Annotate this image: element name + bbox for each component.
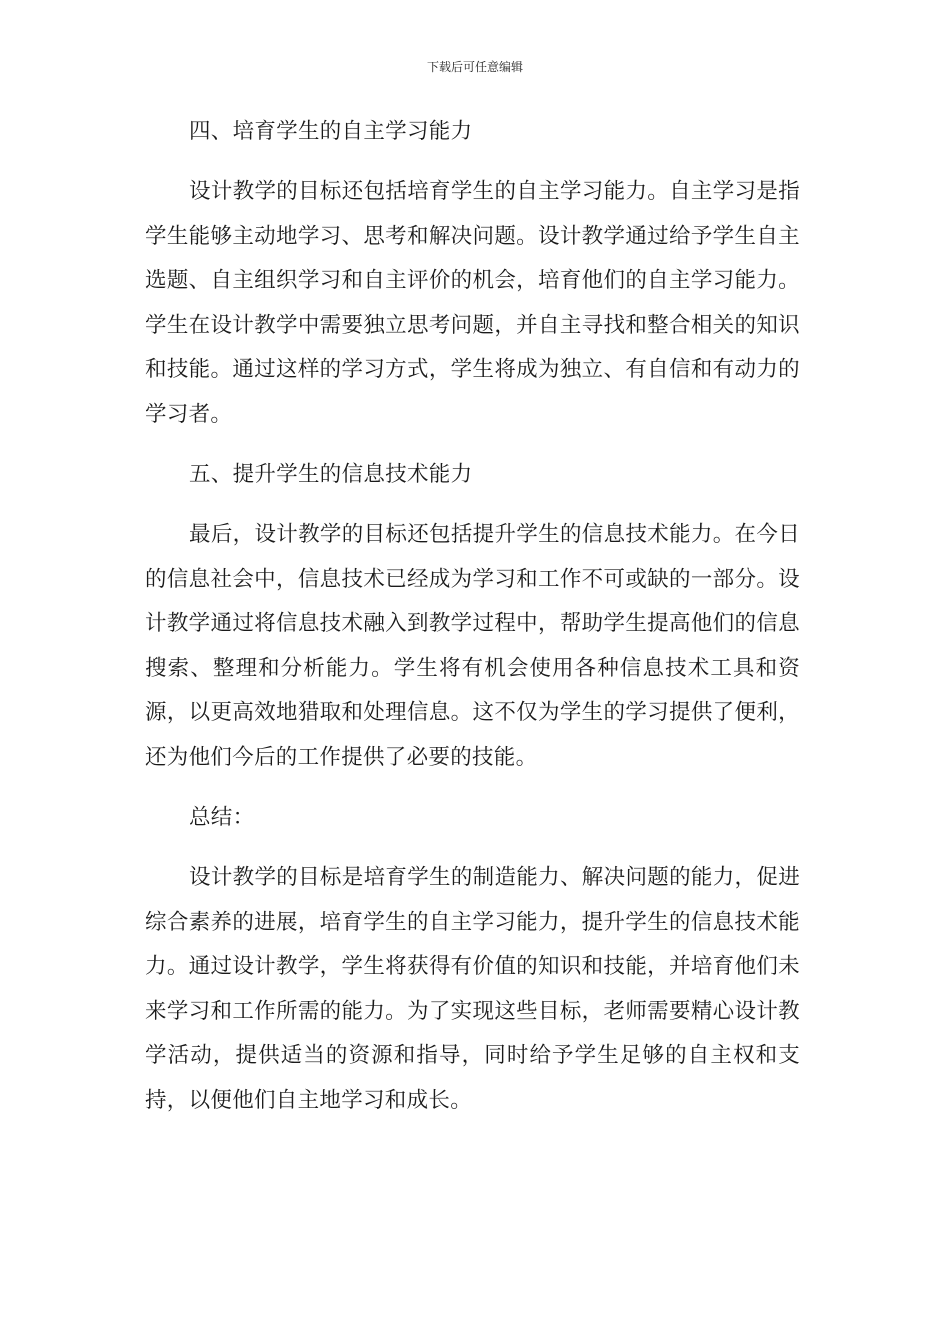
summary-heading: 总结： xyxy=(189,805,255,830)
document-body xyxy=(145,110,800,1139)
section-body-5: 最后，设计教学的目标还包括提升学生的信息技术能力。在今日的信息社会中，信息技术已经成为学习和工作不可或缺的一部分。设计教学通过将信息技术融入到教学过程中，帮助学生提高他们的信息搜索、整理和分析能力。学生将有机会使用各种信息技术工具和资源，以更高效地猎取和处理信息。这不仅为学生的学习提供了便利，还为他们今后的工作提供了必要的技能。 xyxy=(145,522,800,770)
section-heading-4: 四、培育学生的自主学习能力 xyxy=(189,119,473,144)
section-heading-5: 五、提升学生的信息技术能力 xyxy=(189,462,473,487)
section-body-4: 设计教学的目标还包括培育学生的自主学习能力。自主学习是指学生能够主动地学习、思考和解决问题。设计教学通过给予学生自主选题、自主组织学习和自主评价的机会，培育他们的自主学习能力。学生在设计教学中需要独立思考问题，并自主寻找和整合相关的知识和技能。通过这样的学习方式，学生将成为独立、有自信和有动力的学习者。 xyxy=(145,179,800,427)
summary-body: 设计教学的目标是培育学生的制造能力、解决问题的能力，促进综合素养的进展，培育学生的自主学习能力，提升学生的信息技术能力。通过设计教学，学生将获得有价值的知识和技能，并培育他们未来学习和工作所需的能力。为了实现这些目标，老师需要精心设计教学活动，提供适当的资源和指导，同时给予学生足够的自主权和支持，以便他们自主地学习和成长。 xyxy=(145,865,800,1113)
header-note: 下载后可任意编辑 xyxy=(426,60,523,74)
